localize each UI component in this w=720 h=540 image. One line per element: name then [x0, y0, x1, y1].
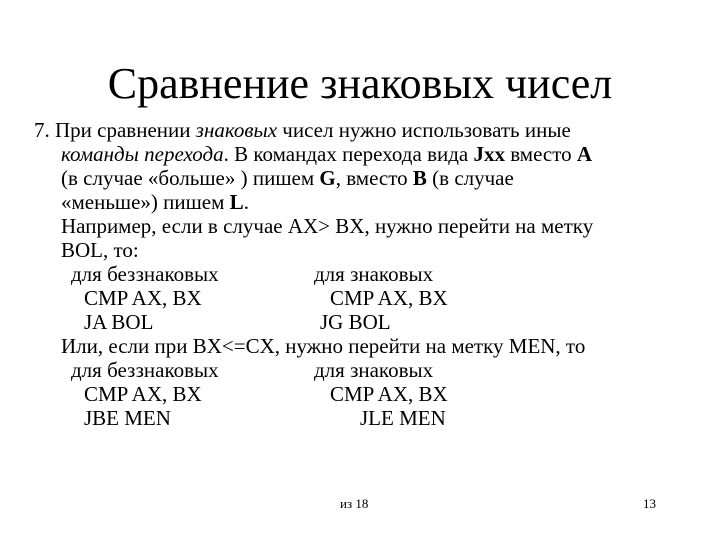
unsigned-label: для беззнаковых: [71, 358, 219, 382]
page-of-total: из 18: [340, 496, 369, 511]
paragraph-7-line-1: [34, 118, 694, 142]
signed-label: для знаковых: [314, 262, 434, 286]
emphasis-text: команды перехода: [61, 142, 224, 166]
text-run: , вместо: [335, 166, 413, 190]
signed-label: для знаковых: [314, 358, 434, 382]
paragraph-7-line-3: [34, 166, 694, 190]
signed-cmp-code: CMP AX, BX: [330, 382, 448, 406]
example-1-cmp-row: [34, 286, 694, 310]
text-run: (в случае: [426, 166, 514, 190]
text-run: .: [243, 190, 249, 214]
unsigned-label: для беззнаковых: [71, 262, 219, 286]
example-1-intro-line-2: BOL, то:: [61, 238, 139, 262]
bold-text: G: [319, 166, 336, 190]
text-run: (в случае «больше» ) пишем: [61, 166, 320, 190]
signed-jump-code: JG BOL: [320, 310, 391, 334]
unsigned-jump-code: JBE MEN: [84, 406, 171, 430]
text-run: вместо: [504, 142, 577, 166]
signed-jump-code: JLE MEN: [360, 406, 446, 430]
emphasis-text: знаковых: [195, 118, 278, 142]
bold-text: Jxx: [473, 142, 505, 166]
bold-text: A: [576, 142, 593, 166]
paragraph-7-line-4: [34, 190, 694, 214]
example-1-jump-row: [34, 310, 694, 334]
text-run: «меньше») пишем: [61, 190, 230, 214]
text-run: . В командах перехода вида: [223, 142, 474, 166]
text-run: чисел нужно использовать иные: [277, 118, 571, 142]
example-2-cmp-row: [34, 382, 694, 406]
signed-cmp-code: CMP AX, BX: [330, 286, 448, 310]
bold-text: B: [412, 166, 427, 190]
slide-title: Сравнение знаковых чисел: [107, 59, 613, 108]
example-2-jump-row: [34, 406, 694, 430]
slide-number: 13: [643, 496, 656, 511]
paragraph-7-line-2: [34, 142, 694, 166]
unsigned-cmp-code: CMP AX, BX: [84, 286, 202, 310]
example-2-labels-row: [34, 358, 694, 382]
slide-body: [34, 118, 694, 430]
example-1-intro-line-1: Например, если в случае AX> BX, нужно перейти на метку: [61, 214, 594, 238]
unsigned-cmp-code: CMP AX, BX: [84, 382, 202, 406]
example-1-labels-row: [34, 262, 694, 286]
text-run: 7. При сравнении: [34, 118, 196, 142]
example-2-intro: Или, если при BX<=CX, нужно перейти на метку MEN, то: [61, 334, 586, 358]
unsigned-jump-code: JA BOL: [84, 310, 154, 334]
bold-text: L: [229, 190, 244, 214]
